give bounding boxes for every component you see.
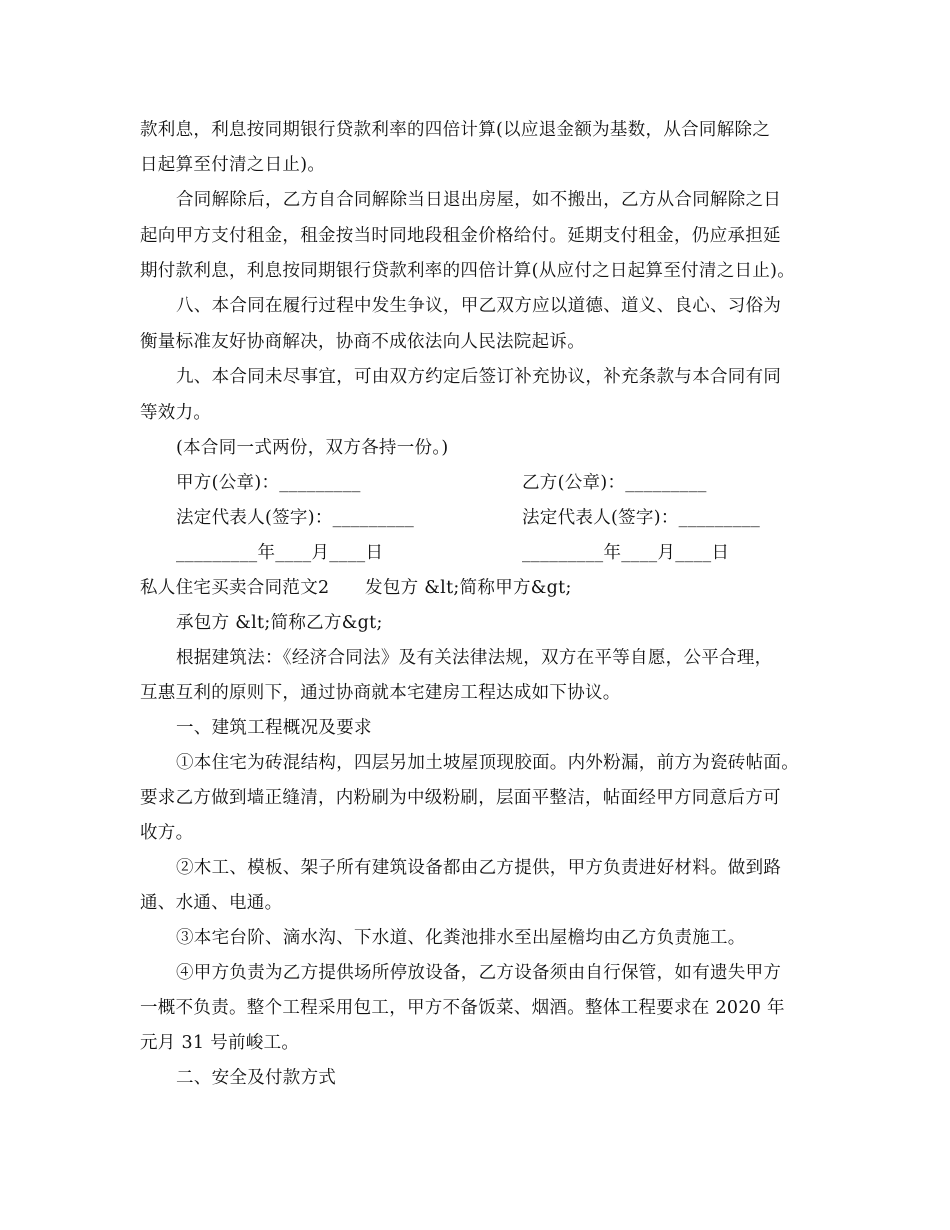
paragraph-line: 期付款利息，利息按同期银行贷款利率的四倍计算(从应付之日起算至付清之日止)。 xyxy=(140,261,796,281)
paragraph-line: ④甲方负责为乙方提供场所停放设备，乙方设备须由自行保管，如有遗失甲方 xyxy=(176,963,782,983)
paragraph-line: 九、本合同未尽事宜，可由双方约定后签订补充协议，补充条款与本合同有同 xyxy=(176,367,782,387)
paragraph-line: 款利息，利息按同期银行贷款利率的四倍计算(以应退金额为基数，从合同解除之 xyxy=(140,120,771,140)
paragraph-line: 衡量标准友好协商解决，协商不成依法向人民法院起诉。 xyxy=(140,332,585,352)
paragraph-line: ②木工、模板、架子所有建筑设备都由乙方提供，甲方负责进好材料。做到路 xyxy=(176,858,782,878)
party-b-seal: 乙方(公章)：_________ xyxy=(522,473,707,493)
paragraph-line: ①本住宅为砖混结构，四层另加土坡屋顶现胶面。内外粉漏，前方为瓷砖帖面。 xyxy=(176,753,799,773)
party-b-date: _________年____月____日 xyxy=(522,543,730,563)
paragraph-line: 根据建筑法：《经济合同法》及有关法律法规，双方在平等自愿，公平合理， xyxy=(176,648,773,668)
party-a-seal: 甲方(公章)：_________ xyxy=(176,473,361,493)
party-b-representative: 法定代表人(签字)：_________ xyxy=(522,508,761,528)
paragraph-line: 起向甲方支付租金，租金按当时同地段租金价格给付。延期支付租金，仍应承担延 xyxy=(140,226,781,246)
paragraph-line: (本合同一式两份，双方各持一份。) xyxy=(176,438,449,458)
paragraph-line: 元月 31 号前峻工。 xyxy=(140,1033,300,1053)
paragraph-line: 合同解除后，乙方自合同解除当日退出房屋，如不搬出，乙方从合同解除之日 xyxy=(176,190,782,210)
party-a-representative: 法定代表人(签字)：_________ xyxy=(176,508,415,528)
paragraph-line: 通、水通、电通。 xyxy=(140,893,283,913)
paragraph-line: 等效力。 xyxy=(140,403,212,423)
paragraph-line: 日起算至付清之日止)。 xyxy=(140,155,326,175)
section-heading: 二、安全及付款方式 xyxy=(176,1068,337,1088)
paragraph-line: 互惠互利的原则下，通过协商就本宅建房工程达成如下协议。 xyxy=(140,683,621,703)
paragraph-line: 八、本合同在履行过程中发生争议，甲乙双方应以道德、道义、良心、习俗为 xyxy=(176,296,782,316)
second-contract-title: 私人住宅买卖合同范文2 发包方 &lt;简称甲方&gt; xyxy=(140,578,572,598)
paragraph-line: 要求乙方做到墙正缝清，内粉刷为中级粉刷，层面平整洁，帖面经甲方同意后方可 xyxy=(140,788,781,808)
paragraph-line: ③本宅台阶、滴水沟、下水道、化粪池排水至出屋檐均由乙方负责施工。 xyxy=(176,928,746,948)
paragraph-line: 承包方 &lt;简称乙方&gt; xyxy=(176,613,383,633)
section-heading: 一、建筑工程概况及要求 xyxy=(176,718,372,738)
paragraph-line: 收方。 xyxy=(140,823,194,843)
paragraph-line: 一概不负责。整个工程采用包工，甲方不备饭菜、烟酒。整体工程要求在 2020 年 xyxy=(140,998,785,1018)
party-a-date: _________年____月____日 xyxy=(176,543,384,563)
